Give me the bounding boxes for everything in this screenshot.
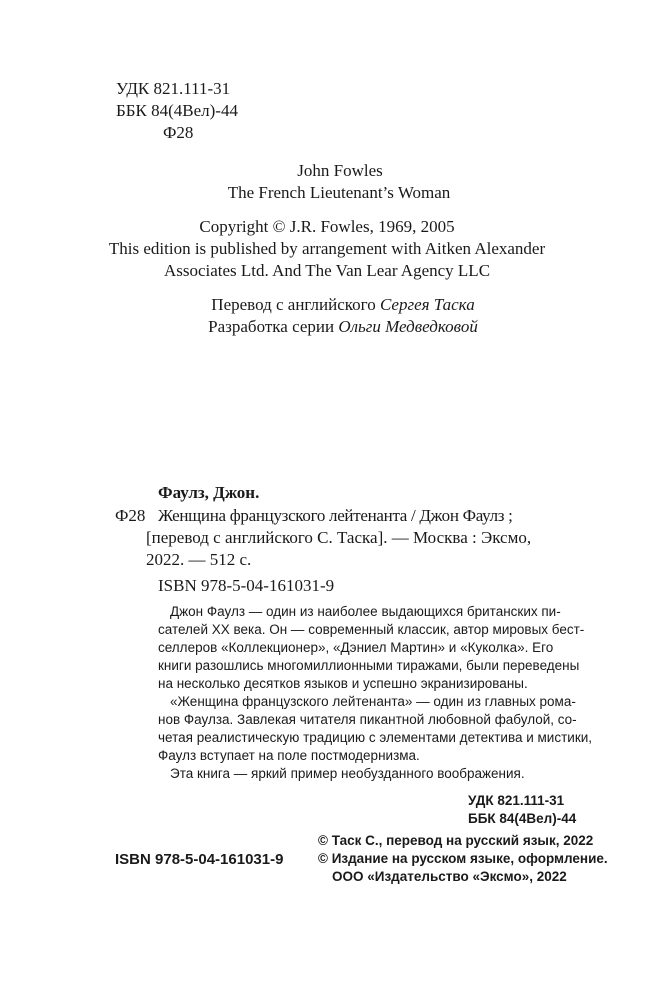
copyright-line-3-text: Associates Ltd. And The Van Lear Agency LLC [163, 261, 491, 280]
translation-prefix: Перевод с английского [211, 295, 380, 314]
series-designer-name: Ольги Медведковой [338, 317, 478, 336]
original-title-text: The French Lieutenant’s Woman [227, 183, 451, 202]
catalog-entry-line-2: [перевод с английского С. Таска]. — Москва : Эксмо, [146, 528, 532, 547]
catalog-mark: Ф28 [115, 506, 146, 525]
annotation-p3-line1: Эта книга — яркий пример необузданного воображения. [170, 766, 525, 781]
annotation-p2-line1: «Женщина французского лейтенанта» — один из главных рома- [170, 694, 576, 709]
original-author-text: John Fowles [297, 161, 383, 180]
annotation-p2-line4: Фаулз вступает на поле постмодернизма. [158, 748, 420, 763]
copyright-line-1-text: Copyright © J.R. Fowles, 1969, 2005 [199, 217, 455, 236]
catalog-entry-line-1: Женщина французского лейтенанта / Джон Фаулз ; [158, 506, 513, 525]
translator-name: Сергея Таска [379, 295, 475, 314]
copyright-line-1 [0, 216, 650, 238]
footer-udk: УДК 821.111-31 [468, 793, 565, 808]
bbk-code: ББК 84(4Вел)-44 [116, 101, 238, 120]
annotation-p1-line3: селлеров «Коллекционер», «Дэниел Мартин» и «Куколка». Его [158, 640, 554, 655]
copyright-line-3 [0, 260, 650, 282]
footer-copyright-1: © Таск С., перевод на русский язык, 2022 [318, 833, 594, 848]
catalog-entry-line-3: 2022. — 512 с. [146, 550, 252, 569]
catalog-isbn: ISBN 978-5-04-161031-9 [158, 576, 335, 595]
series-prefix: Разработка серии [208, 317, 339, 336]
footer-copyright-3: ООО «Издательство «Эксмо», 2022 [332, 869, 567, 884]
udk-code: УДК 821.111-31 [116, 79, 231, 98]
annotation-p1-line4: книги разошлись многомиллионными тиражами, были переведены [158, 658, 580, 673]
series-credit [0, 316, 650, 338]
annotation-p2-line3: четая реалистическую традицию с элементами детектива и мистики, [158, 730, 593, 745]
annotation-p1-line2: сателей XX века. Он — современный классик, автор мировых бест- [158, 622, 585, 637]
author-mark: Ф28 [163, 123, 194, 142]
original-author [0, 160, 650, 182]
footer-bbk: ББК 84(4Вел)-44 [468, 811, 577, 826]
catalog-author-heading: Фаулз, Джон. [158, 483, 260, 502]
copyright-line-2 [0, 238, 650, 260]
translation-credit [0, 294, 650, 316]
copyright-line-2-text: This edition is published by arrangement with Aitken Alexander [108, 239, 546, 258]
footer-copyright-2: © Издание на русском языке, оформление. [318, 851, 608, 866]
annotation-p1-line1: Джон Фаулз — один из наиболее выдающихся британских пи- [170, 604, 561, 619]
footer-isbn: ISBN 978-5-04-161031-9 [115, 851, 284, 868]
annotation-p1-line5: на несколько десятков языков и успешно экранизированы. [158, 676, 528, 691]
annotation-p2-line2: нов Фаулза. Завлекая читателя пикантной любовной фабулой, со- [158, 712, 577, 727]
original-title [0, 182, 650, 204]
